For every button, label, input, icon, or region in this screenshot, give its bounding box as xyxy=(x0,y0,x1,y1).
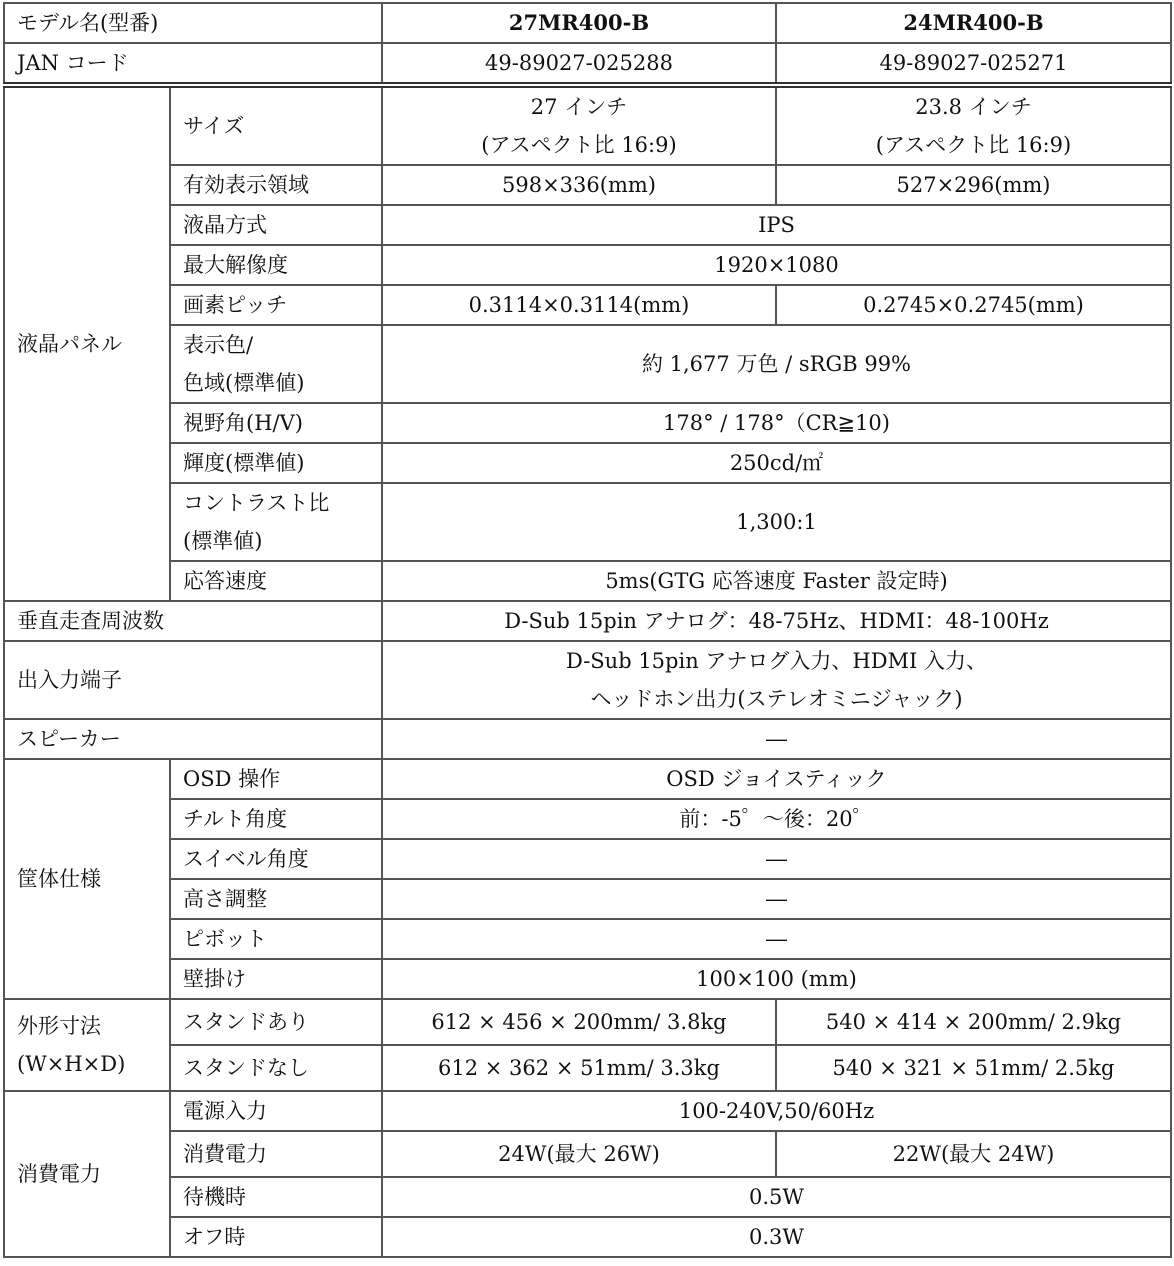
viewing-angle-row xyxy=(4,403,1171,443)
colors-value: 約 1,677 万色 / sRGB 99% xyxy=(382,325,1171,403)
colors-label xyxy=(170,325,382,403)
speaker-row xyxy=(4,719,1171,759)
with-stand-label: スタンドあり xyxy=(170,999,382,1045)
swivel-label: スイベル角度 xyxy=(170,839,382,879)
io-ports-line2: ヘッドホン出力(ステレオミニジャック) xyxy=(590,687,963,711)
brightness-row xyxy=(4,443,1171,483)
pivot-value: ― xyxy=(382,919,1171,959)
spec-table xyxy=(3,2,1172,1258)
power-consumption-27: 24W(最大 26W) xyxy=(382,1131,776,1177)
panel-type-row xyxy=(4,205,1171,245)
max-resolution-label: 最大解像度 xyxy=(170,245,382,285)
tilt-row xyxy=(4,799,1171,839)
model-row xyxy=(4,3,1171,43)
power-consumption-24: 22W(最大 24W) xyxy=(776,1131,1171,1177)
max-resolution-row xyxy=(4,245,1171,285)
without-stand-label: スタンドなし xyxy=(170,1045,382,1091)
power-input-row xyxy=(4,1091,1171,1131)
speaker-value: ― xyxy=(382,719,1171,759)
max-resolution-value: 1920×1080 xyxy=(382,245,1171,285)
pixel-pitch-label: 画素ピッチ xyxy=(170,285,382,325)
height-adjust-label: 高さ調整 xyxy=(170,879,382,919)
height-adjust-value: ― xyxy=(382,879,1171,919)
io-ports-label: 出入力端子 xyxy=(4,641,382,719)
osd-row xyxy=(4,759,1171,799)
with-stand-24: 540 × 414 × 200mm/ 2.9kg xyxy=(776,999,1171,1045)
viewing-angle-value: 178° / 178°（CR≧10) xyxy=(382,403,1171,443)
without-stand-27: 612 × 362 × 51mm/ 3.3kg xyxy=(382,1045,776,1091)
active-area-label: 有効表示領域 xyxy=(170,165,382,205)
pixel-pitch-27: 0.3114×0.3114(mm) xyxy=(382,285,776,325)
tilt-value: 前：-5゜～後：20゜ xyxy=(382,799,1171,839)
tilt-label: チルト角度 xyxy=(170,799,382,839)
contrast-label-line2: (標準値) xyxy=(183,529,263,553)
with-stand-27: 612 × 456 × 200mm/ 3.8kg xyxy=(382,999,776,1045)
active-area-24: 527×296(mm) xyxy=(776,165,1171,205)
wall-mount-value: 100×100 (mm) xyxy=(382,959,1171,999)
lcd-panel-group-label: 液晶パネル xyxy=(4,85,170,601)
vertical-freq-value: D-Sub 15pin アナログ：48-75Hz、HDMI：48-100Hz xyxy=(382,601,1171,641)
size-24 xyxy=(776,85,1171,165)
spec-sheet xyxy=(3,2,1172,1258)
active-area-27: 598×336(mm) xyxy=(382,165,776,205)
colors-label-line1: 表示色/ xyxy=(183,333,254,357)
jan-code-27: 49-89027-025288 xyxy=(382,43,776,85)
off-row xyxy=(4,1217,1171,1257)
size-24-line1: 23.8 インチ xyxy=(915,95,1032,119)
contrast-value: 1,300:1 xyxy=(382,483,1171,561)
power-consumption-row xyxy=(4,1131,1171,1177)
speaker-label: スピーカー xyxy=(4,719,382,759)
vertical-freq-row xyxy=(4,601,1171,641)
dimensions-label-line1: 外形寸法 xyxy=(17,1014,101,1038)
size-27 xyxy=(382,85,776,165)
colors-label-line2: 色域(標準値) xyxy=(183,371,305,395)
model-name-27: 27MR400-B xyxy=(382,3,776,43)
swivel-value: ― xyxy=(382,839,1171,879)
active-area-row xyxy=(4,165,1171,205)
dimensions-group-label xyxy=(4,999,170,1091)
osd-label: OSD 操作 xyxy=(170,759,382,799)
pixel-pitch-row xyxy=(4,285,1171,325)
contrast-label xyxy=(170,483,382,561)
power-input-label: 電源入力 xyxy=(170,1091,382,1131)
jan-code-24: 49-89027-025271 xyxy=(776,43,1171,85)
swivel-row xyxy=(4,839,1171,879)
dimensions-label-line2: (W×H×D) xyxy=(17,1052,126,1076)
power-group-label: 消費電力 xyxy=(4,1091,170,1257)
standby-value: 0.5W xyxy=(382,1177,1171,1217)
without-stand-row xyxy=(4,1045,1171,1091)
vertical-freq-label: 垂直走査周波数 xyxy=(4,601,382,641)
height-adjust-row xyxy=(4,879,1171,919)
pixel-pitch-24: 0.2745×0.2745(mm) xyxy=(776,285,1171,325)
model-label: モデル名(型番) xyxy=(4,3,382,43)
brightness-label: 輝度(標準値) xyxy=(170,443,382,483)
power-consumption-label: 消費電力 xyxy=(170,1131,382,1177)
size-24-line2: (アスペクト比 16:9) xyxy=(875,133,1072,157)
standby-row xyxy=(4,1177,1171,1217)
pivot-label: ピボット xyxy=(170,919,382,959)
panel-type-label: 液晶方式 xyxy=(170,205,382,245)
contrast-label-line1: コントラスト比 xyxy=(183,491,330,515)
size-27-line2: (アスペクト比 16:9) xyxy=(481,133,677,157)
brightness-value: 250cd/㎡ xyxy=(382,443,1171,483)
io-ports-row xyxy=(4,641,1171,719)
viewing-angle-label: 視野角(H/V) xyxy=(170,403,382,443)
io-ports-value xyxy=(382,641,1171,719)
response-time-label: 応答速度 xyxy=(170,561,382,601)
response-time-value: 5ms(GTG 応答速度 Faster 設定時) xyxy=(382,561,1171,601)
standby-label: 待機時 xyxy=(170,1177,382,1217)
size-27-line1: 27 インチ xyxy=(530,95,628,119)
model-name-24: 24MR400-B xyxy=(776,3,1171,43)
colors-row xyxy=(4,325,1171,403)
off-value: 0.3W xyxy=(382,1217,1171,1257)
without-stand-24: 540 × 321 × 51mm/ 2.5kg xyxy=(776,1045,1171,1091)
power-input-value: 100-240V,50/60Hz xyxy=(382,1091,1171,1131)
response-time-row xyxy=(4,561,1171,601)
with-stand-row xyxy=(4,999,1171,1045)
jan-label: JAN コード xyxy=(4,43,382,85)
wall-mount-label: 壁掛け xyxy=(170,959,382,999)
jan-row xyxy=(4,43,1171,85)
osd-value: OSD ジョイスティック xyxy=(382,759,1171,799)
contrast-row xyxy=(4,483,1171,561)
io-ports-line1: D-Sub 15pin アナログ入力、HDMI 入力、 xyxy=(565,649,988,673)
size-label: サイズ xyxy=(170,85,382,165)
chassis-group-label: 筐体仕様 xyxy=(4,759,170,999)
size-row xyxy=(4,85,1171,165)
pivot-row xyxy=(4,919,1171,959)
off-label: オフ時 xyxy=(170,1217,382,1257)
panel-type-value: IPS xyxy=(382,205,1171,245)
wall-mount-row xyxy=(4,959,1171,999)
